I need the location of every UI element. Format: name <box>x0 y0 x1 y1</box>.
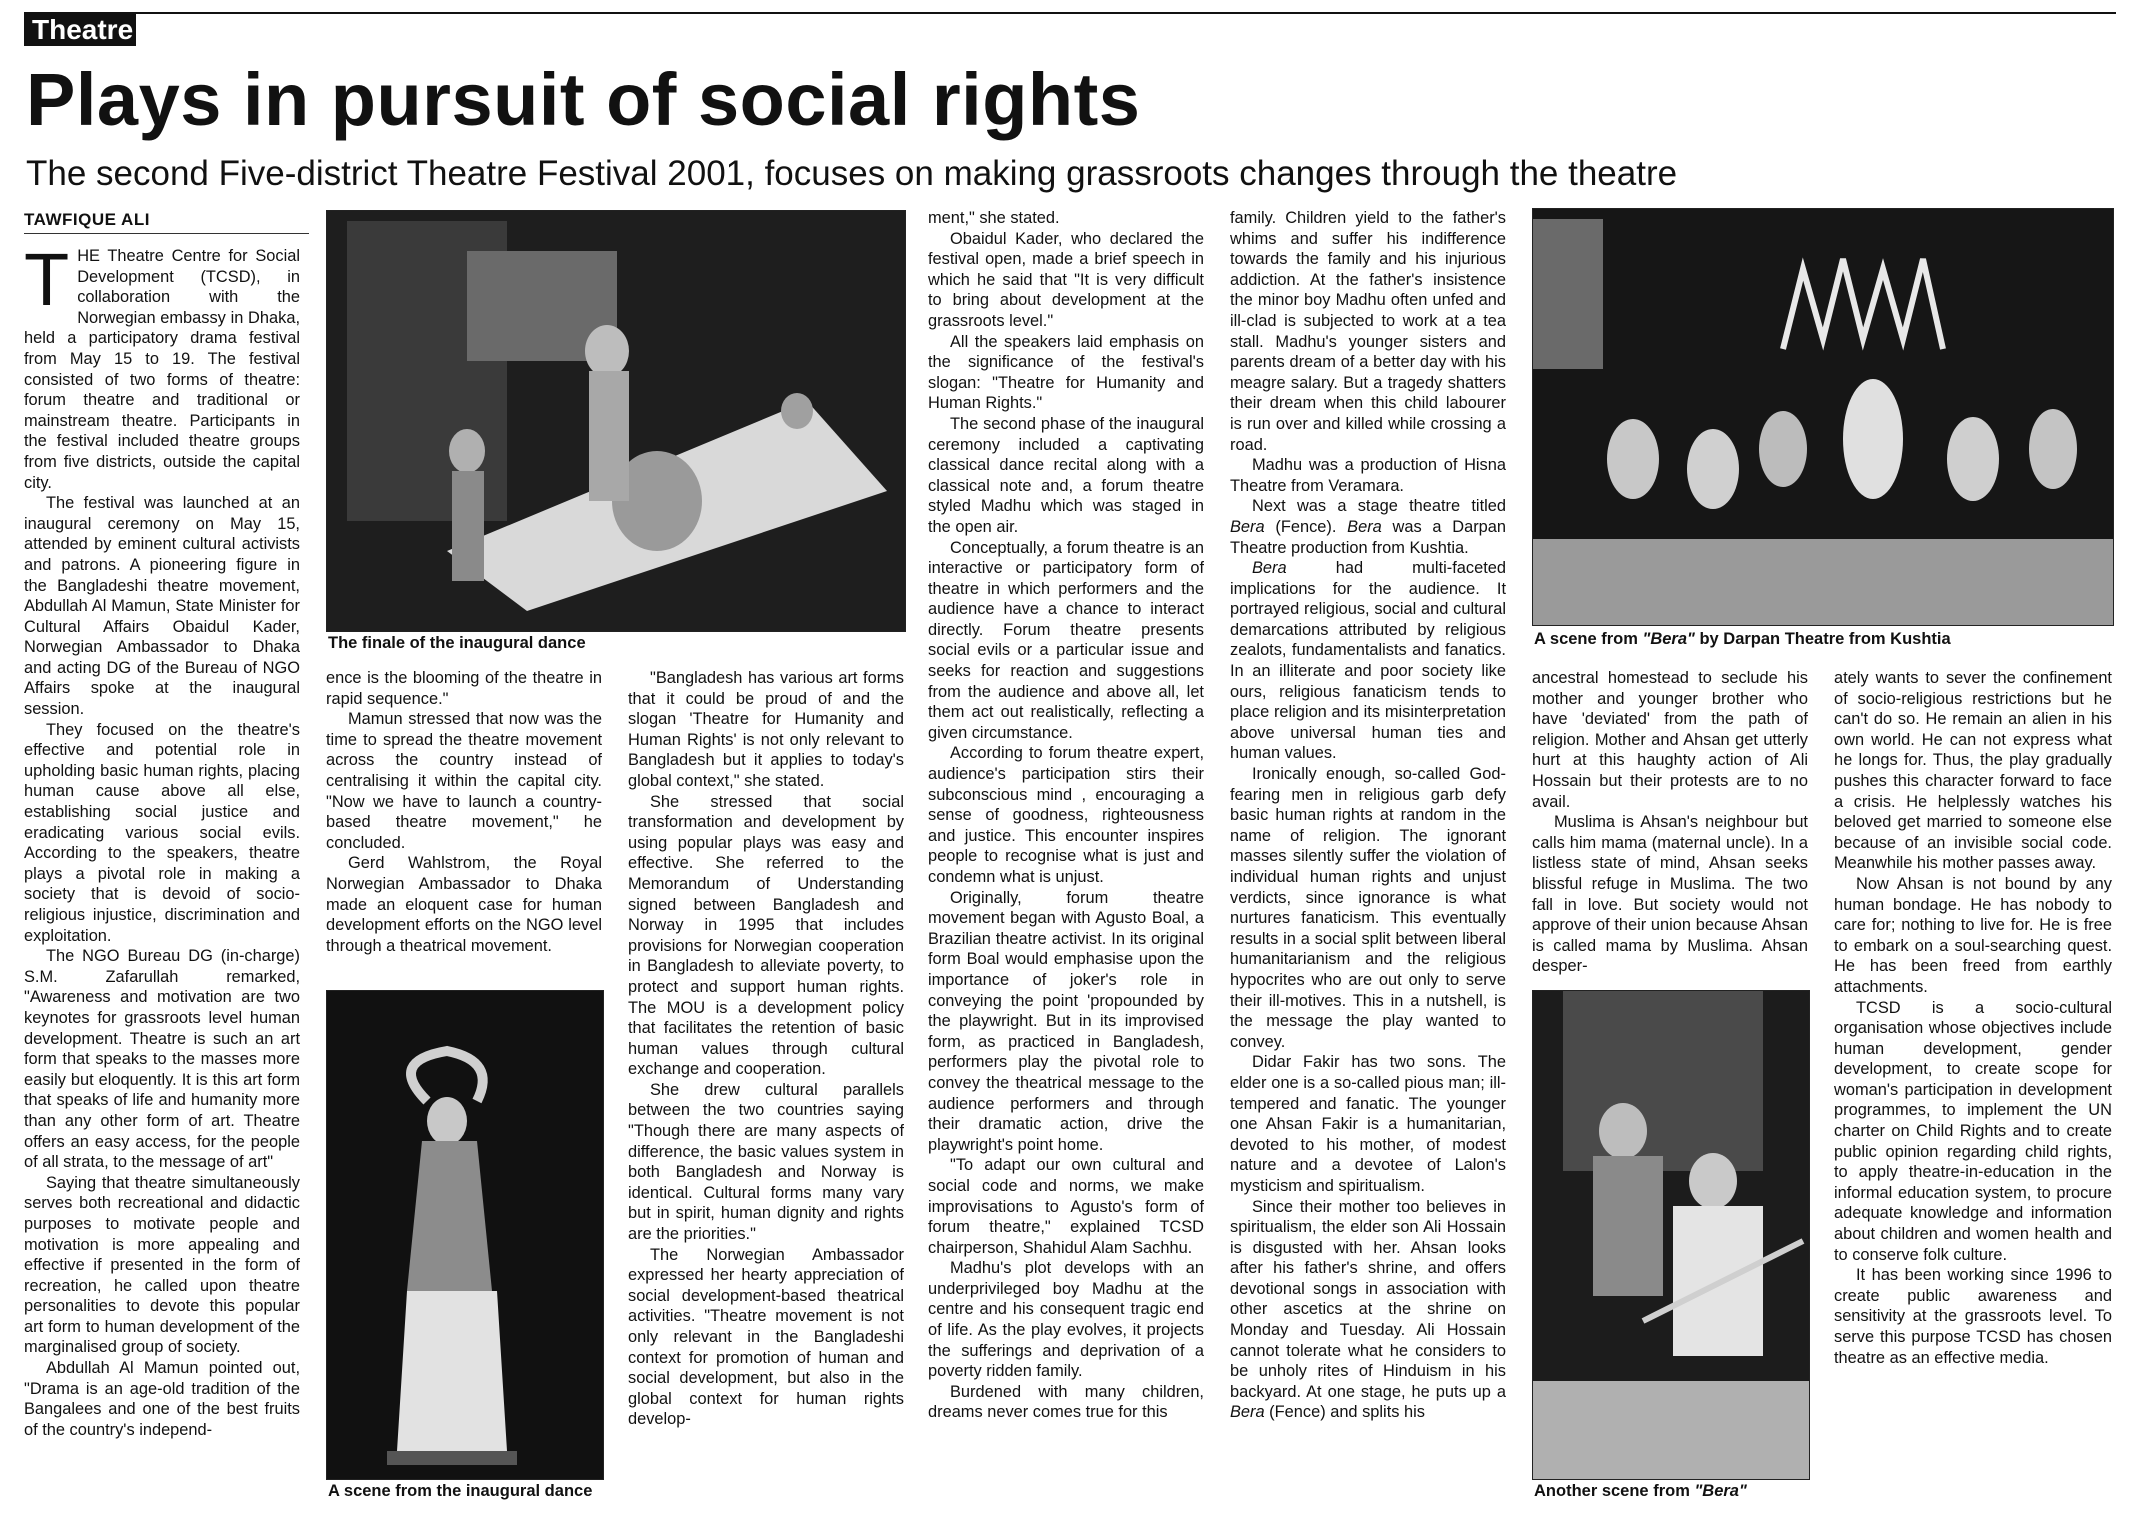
article-paragraph: Conceptually, a forum theatre is an interactive or participatory form of theatre in which performers and the audience have a chance to interact directly. Forum theatre presents social evils or a particular issue and seeks for reaction and suggestions from the audience and above all, let them act out realistically, reflecting a given circumstance. <box>928 538 1204 742</box>
article-paragraph: Saying that theatre simultaneously serves both recreational and didactic purposes to motivate people and motivation is more appealing and effective if presented in the form of recreation, he called upon theatre personalities to devote this popular art form to human development of the marginalised group of society. <box>24 1173 300 1357</box>
subheadline: The second Five-district Theatre Festival 2001, focuses on making grassroots changes through the theatre <box>26 154 1678 193</box>
article-paragraph: ence is the blooming of the theatre in rapid sequence." <box>326 669 602 708</box>
article-paragraph: Ironically enough, so-called God-fearing men in religious garb defy basic human rights at random in the name of religion. The ignorant masses silently suffer the violation of individual human rights and unjust verdicts, since ignorance is what nurtures fanaticism. This eventually results in a social split between liberal humanitarianism and the religious hypocrites who are out only to serve their ill-motives. This in a nutshell, is the message the play wanted to convey. <box>1230 765 1506 1051</box>
article-paragraph: She drew cultural parallels between the two countries saying "Though there are many aspects of difference, the basic values system in both Bangladesh and Norway is identical. Cultural forms many vary but in spirit, human dignity and rights are the priorities." <box>628 1080 904 1244</box>
article-column-2 <box>326 668 602 982</box>
article-column-7 <box>1834 668 2112 1492</box>
article-paragraph: Burdened with many children, dreams never comes true for this <box>928 1382 1204 1422</box>
photo-caption: A scene from the inaugural dance <box>328 1482 593 1500</box>
article-column-4 <box>928 208 1204 1504</box>
top-rule <box>24 12 2116 14</box>
article-paragraph: The NGO Bureau DG (in-charge) S.M. Zafarullah remarked, "Awareness and motivation are two keynotes for grassroots level human development. Theatre is such an art form that speaks to the masses more easily but eloquently. It is this art form that speaks of life and humanity more than any other form of art. Theatre offers an easy access, for the people of all strata, to the message of art" <box>24 947 300 1172</box>
article-paragraph: Didar Fakir has two sons. The elder one is a so-called pious man; ill-tempered and fanatic. The younger one Ahsan Fakir is a humanitarian, devoted to his mother, of modest nature and a devotee of Lalon's mysticism and spiritualism. <box>1230 1053 1506 1195</box>
article-paragraph: THE Theatre Centre for Social Development (TCSD), in collaboration with the Norwegian embassy in Dhaka, held a participatory drama festival from May 15 to 19. The festival consisted of two forms of theatre: forum theatre and traditional or mainstream theatre. Participants in the festival included theatre groups from five districts, outside the capital city. <box>24 246 300 492</box>
photo-dance-finale <box>326 210 906 632</box>
section-label: Theatre <box>24 14 136 46</box>
article-paragraph: Originally, forum theatre movement began with Agusto Boal, a Brazilian theatre activist. In its original form Boal would emphasise upon the importance of joker's role in conveying the point 'propounded by the playwright. But in its improvised form, as practiced in Bangladesh, performers play the pivotal role to convey the theatrical message to the audience performers and through their dramatic action, drive the playwright's point home. <box>928 888 1204 1154</box>
article-paragraph: Madhu was a production of Hisna Theatre from Veramara. <box>1230 456 1506 495</box>
article-paragraph: ately wants to sever the confinement of socio-religious restrictions but he can't do so. He remain an alien in his own world. He can not express what he longs for. Thus, the play gradually pushes this character forward to face a crisis. He helplessly watches his beloved get married to someone else because of an invisible social code. Meanwhile his mother passes away. <box>1834 669 2112 873</box>
article-paragraph: Abdullah Al Mamun pointed out, "Drama is an age-old tradition of the Bangalees and one of the best fruits of the country's independ- <box>24 1359 300 1439</box>
article-paragraph: Muslima is Ahsan's neighbour but calls him mama (maternal uncle). In a listless state of mind, Ahsan seeks blissful refuge in Muslima. The two fall in love. But society would not approve of their union because Ahsan is called mama by Muslima. Ahsan desper- <box>1532 813 1808 976</box>
article-paragraph: Now Ahsan is not bound by any human bondage. He has nobody to care for; nothing to live for. He is free to embark on a soul-searching quest. He has been freed from earthly attachments. <box>1834 874 2112 996</box>
article-paragraph: It has been working since 1996 to create public awareness and sensitivity at the grassroots level. To serve this purpose TCSD has chosen theatre as an effective media. <box>1834 1266 2112 1367</box>
article-paragraph: Next was a stage theatre titled Bera (Fence). Bera was a Darpan Theatre production from Kushtia. <box>1230 497 1506 557</box>
photo-caption: Another scene from "Bera" <box>1534 1482 1747 1500</box>
article-paragraph: According to forum theatre expert, audience's participation stirs their subconscious mind , encouraging a sense of goodness, righteousness and justice. This encounter inspires people to recognise what is just and condemn what is unjust. <box>928 744 1204 886</box>
article-paragraph: TCSD is a socio-cultural organisation whose objectives include human development, gender development, to create scope for woman's participation in development programmes, to implement the UN charter on Child Rights and to create public opinion regarding child rights, to apply theatre-in-education in the informal education system, to procure adequate knowledge and information about children and women health and to conserve folk culture. <box>1834 998 2112 1264</box>
article-paragraph: Gerd Wahlstrom, the Royal Norwegian Ambassador to Dhaka made an eloquent case for human development efforts on the NGO level through a theatrical movement. <box>326 854 602 955</box>
article-column-5 <box>1230 208 1506 1504</box>
article-paragraph: Since their mother too believes in spiritualism, the elder son Ali Hossain is disgusted with her. Ahsan looks after his father's shrine, and offers devotional songs in association with other ascetics at the shrine on Monday and Tuesday. Ali Hossain cannot tolerate what he considers to be unholy rites of Hinduism in his backyard. At one stage, he puts up a Bera (Fence) and splits his <box>1230 1197 1506 1422</box>
article-paragraph: Madhu's plot develops with an underprivileged boy Madhu at the centre and his consequent tragic end of life. As the play evolves, it projects the sufferings and deprivation of a poverty ridden family. <box>928 1259 1204 1381</box>
article-paragraph: ment," she stated. <box>928 209 1060 227</box>
photo-bera-musician <box>1532 990 1810 1480</box>
article-paragraph: ancestral homestead to seclude his mother and younger brother who have 'deviated' from the path of religion. Mother and Ahsan get utterly hurt at this haughty action of Ali Hossain but their protests are to no avail. <box>1532 669 1808 811</box>
photo-caption: The finale of the inaugural dance <box>328 634 586 652</box>
byline: TAWFIQUE ALI <box>24 210 150 229</box>
article-column-3 <box>628 668 904 1492</box>
drop-cap: T <box>24 246 70 321</box>
article-column-6 <box>1532 668 1808 982</box>
article-paragraph: Bera had multi-faceted implications for the audience. It portrayed religious, social and cultural demarcations attributed by religious zealots, fundamentalists and fanatics. In an illiterate and poor society like ours, religious fanaticism tends to place religion and its misinterpretation above universal human ties and human values. <box>1230 559 1506 763</box>
photo-dancer <box>326 990 604 1480</box>
photo-bera-stage <box>1532 208 2114 626</box>
headline: Plays in pursuit of social rights <box>26 58 1141 141</box>
article-paragraph: Mamun stressed that now was the time to spread the theatre movement across the country instead of centralising it within the capital city. "Now we have to launch a country-based theatre movement," he concluded. <box>326 710 602 852</box>
article-paragraph: The second phase of the inaugural ceremony included a captivating classical dance recital along with a classical note and, a forum theatre styled Madhu which was staged in the open air. <box>928 414 1204 536</box>
article-paragraph: She stressed that social transformation and development by using popular plays was easy and effective. She referred to the Memorandum of Understanding signed between Bangladesh and Norway in 1995 that includes provisions for Norwegian cooperation in Bangladesh to alleviate poverty, to protect and support human rights. The MOU is a development policy that facilitates the retention of basic human values through cultural exchange and cooperation. <box>628 792 904 1079</box>
article-paragraph: The Norwegian Ambassador expressed her hearty appreciation of social development-based theatrical activities. "Theatre movement is not only relevant in the Bangladeshi context for promotion of human and social development, but also in the global context for human rights develop- <box>628 1245 904 1429</box>
article-column-1 <box>24 246 300 1486</box>
photo-caption: A scene from "Bera" by Darpan Theatre from Kushtia <box>1534 630 1951 648</box>
article-paragraph: "To adapt our own cultural and social code and norms, we make improvisations to Agusto's form of forum theatre," explained TCSD chairperson, Shahidul Alam Sachhu. <box>928 1156 1204 1257</box>
article-paragraph: The festival was launched at an inaugural ceremony on May 15, attended by eminent cultural activists and patrons. A pioneering figure in the Bangladeshi theatre movement, Abdullah Al Mamun, State Minister for Cultural Affairs Obaidul Kader, Norwegian Ambassador to Dhaka and acting DG of the Bureau of NGO Affairs spoke at the inaugural session. <box>24 494 300 719</box>
article-paragraph: family. Children yield to the father's whims and suffer his indifference towards the family and his injurious addiction. At the father's insistence the minor boy Madhu often unfed and ill-clad is subjected to work at a tea stall. Madhu's younger sisters and parents dream of a better day with his meagre salary. But a tragedy shatters their dream when this child labourer is run over and killed while crossing a road. <box>1230 209 1506 454</box>
article-paragraph: They focused on the theatre's effective and potential role in upholding basic human rights, placing human cause above all else, establishing social justice and eradicating various social evils. According to the speakers, theatre plays a pivotal role in making a society that is devoid of socio-religious injustice, discrimination and exploitation. <box>24 720 300 945</box>
article-paragraph: All the speakers laid emphasis on the significance of the festival's slogan: "Theatre for Humanity and Human Rights." <box>928 332 1204 413</box>
article-paragraph: Obaidul Kader, who declared the festival open, made a brief speech in which he said that "It is very difficult to bring about development at the grassroots level." <box>928 229 1204 330</box>
article-paragraph: "Bangladesh has various art forms that it could be proud of and the slogan 'Theatre for Humanity and Human Rights' is not only relevant to Bangladesh but it applies to today's global context," she stated. <box>628 669 904 790</box>
